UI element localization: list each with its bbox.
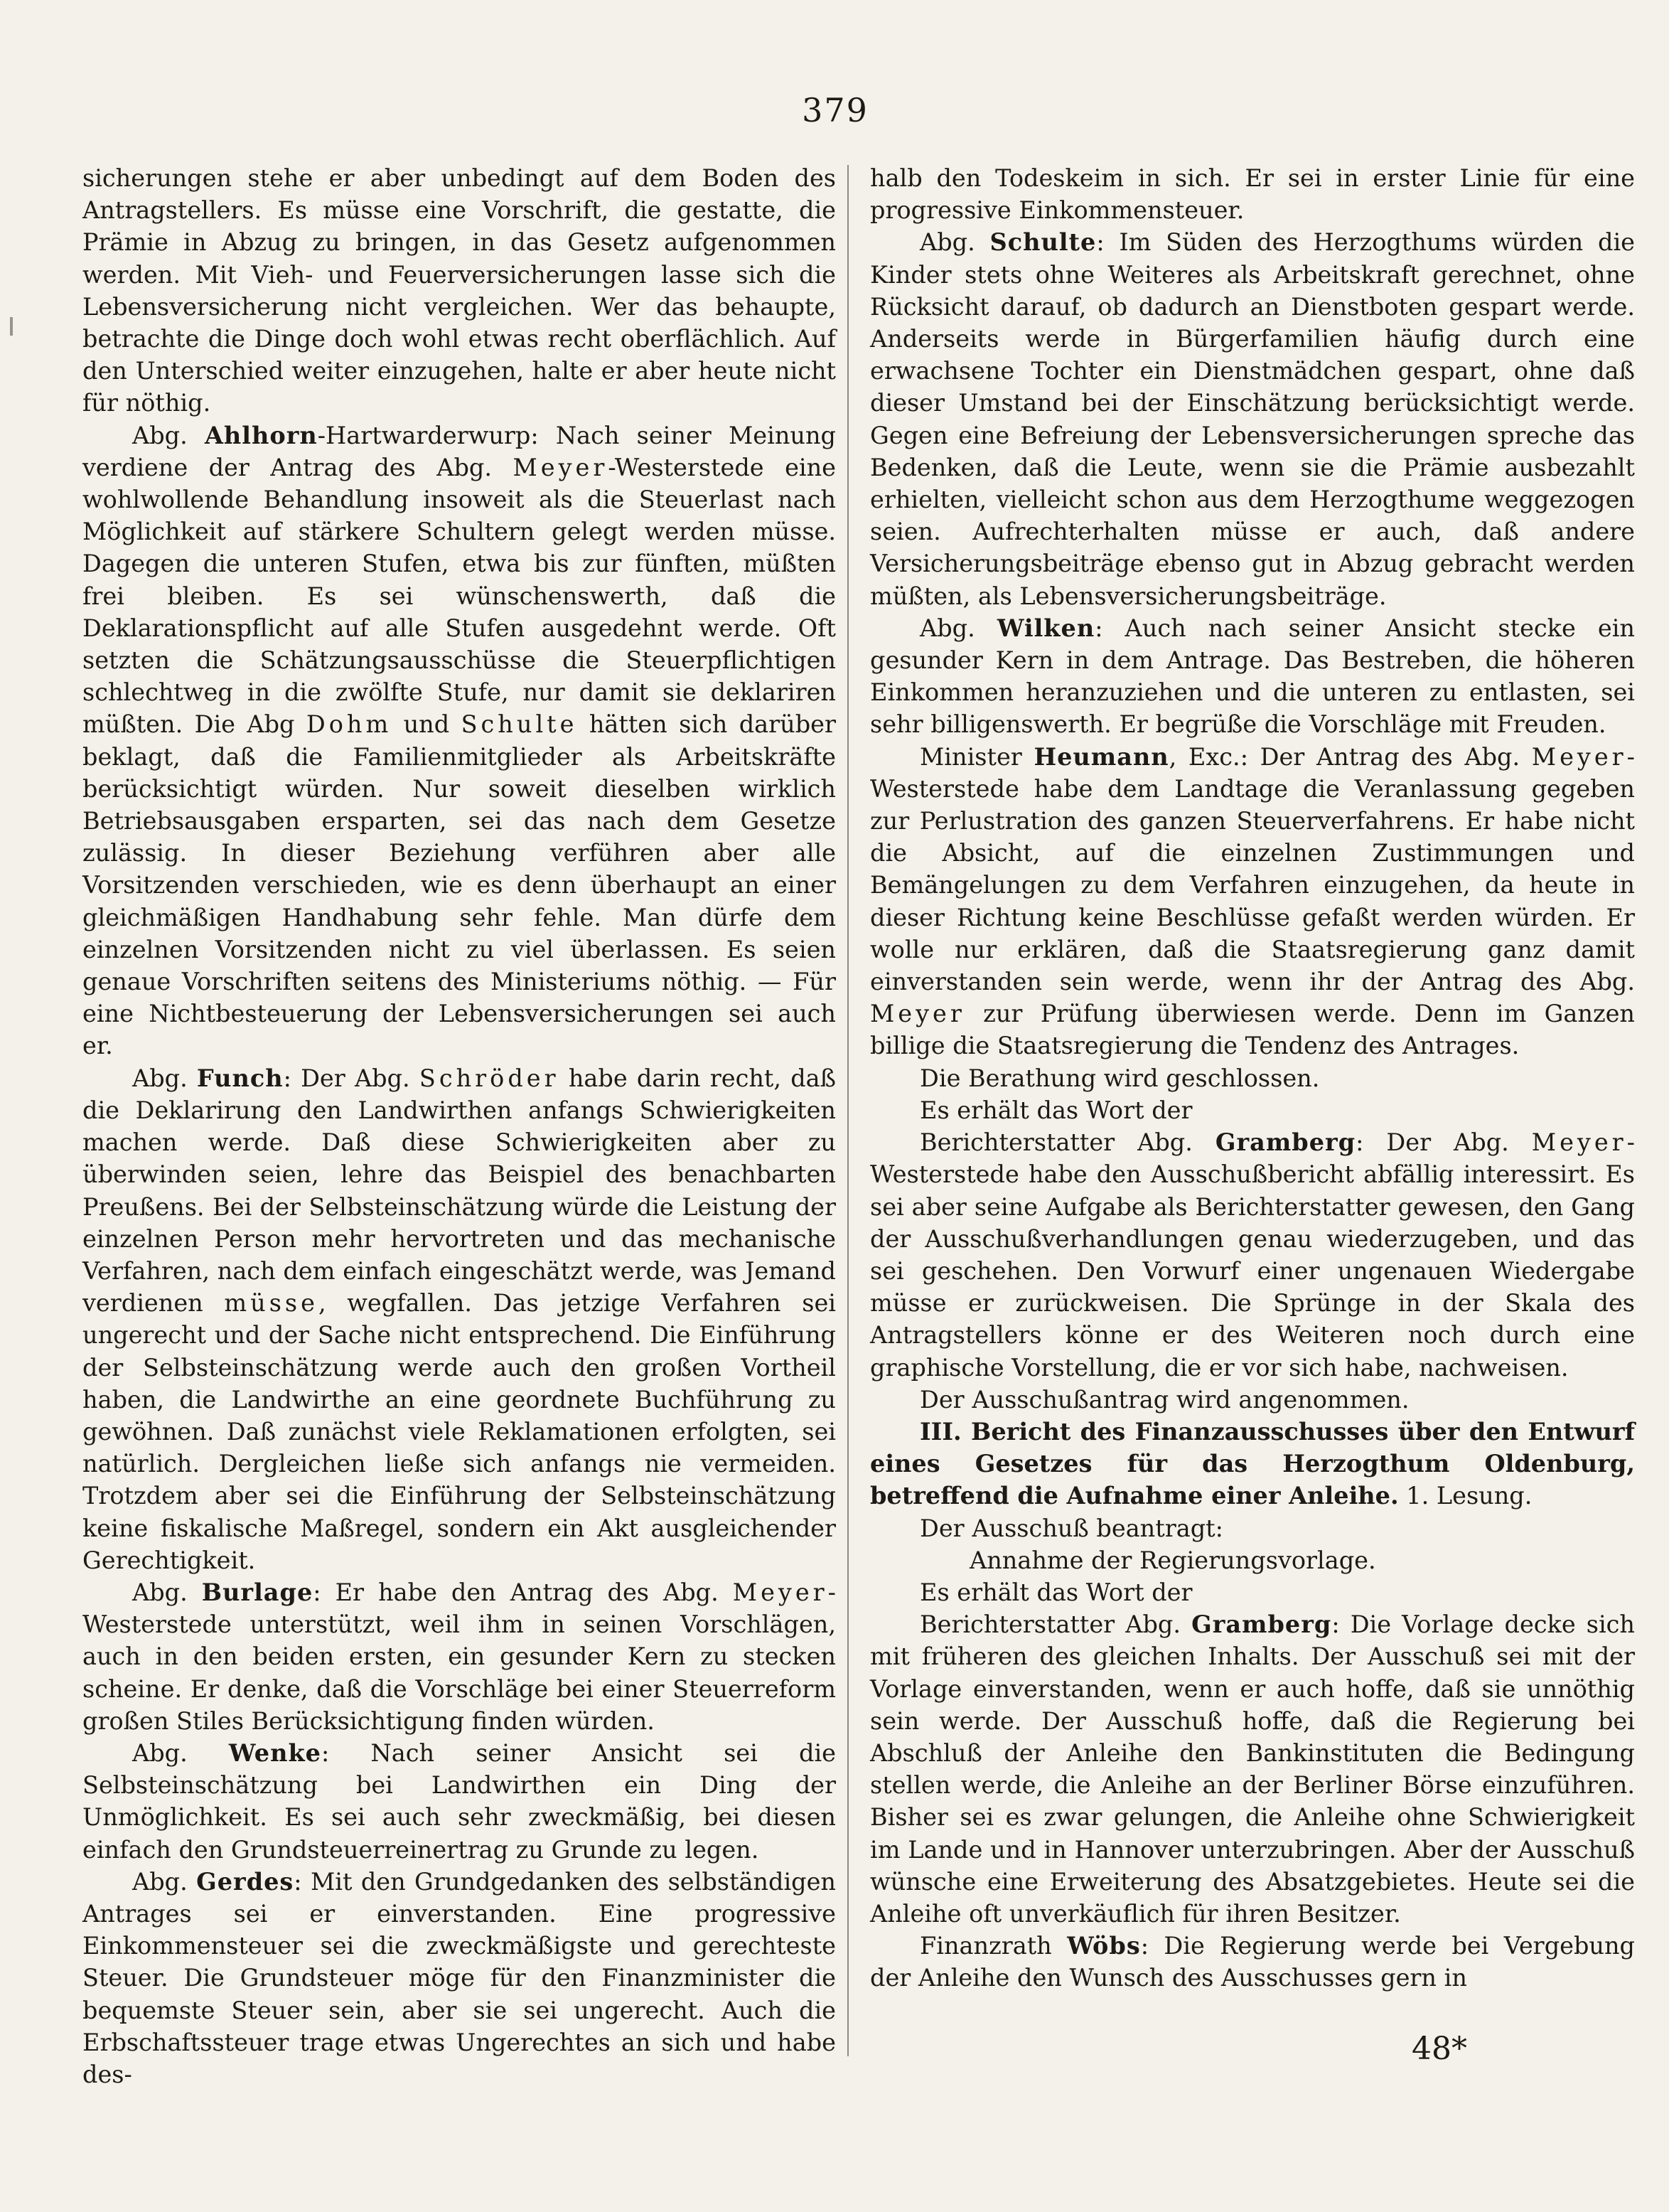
right-paragraph-wort-1: Es erhält das Wort der — [920, 1096, 1193, 1124]
spaced-name: Meyer — [870, 1000, 965, 1028]
speaker-name: Gramberg — [1215, 1128, 1356, 1157]
right-section-heading: III. Bericht des Finanzausschusses über den Entwurf eines Gesetzes für das Herzogthum Oldenburg, betreffend die Aufnahme einer Anleihe. 1. Lesung. — [870, 1417, 1635, 1510]
spaced-name: Schröder — [419, 1064, 559, 1092]
right-paragraph-heumann: Minister Heumann, Exc.: Der Antrag des Abg. Meyer-Westerstede habe dem Landtage die Veranlassung gegeben zur Perlustration des ganzen Steuerverfahrens. Er habe nicht die Absicht, auf die einzelnen Zustimmungen und Bemängelungen zu dem Verfahren einzugehen, da heute in dieser Richtung keine Beschlüsse gefaßt werden würden. Er wolle nur erklären, daß die Staatsregierung ganz damit einverstanden sein werde, wenn ihr der Antrag des Abg. Meyer zur Prüfung überwiesen werde. Denn im Ganzen billige die Staatsregierung die Tendenz des Antrages. — [870, 742, 1635, 1060]
left-paragraph-burlage: Abg. Burlage: Er habe den Antrag des Abg. Meyer-Westerstede unterstützt, weil ihm in seinen Vorschlägen, auch in den beiden ersten, ein gesunder Kern zu stecken scheine. Er denke, daß die Vorschläge bei einer Steuerreform großen Stiles Berücksichtigung finden würden. — [82, 1578, 836, 1735]
speaker-name: Burlage — [201, 1578, 313, 1606]
left-paragraph-funch: Abg. Funch: Der Abg. Schröder habe darin recht, daß die Deklarirung den Landwirthen anfangs Schwierigkeiten machen werde. Daß diese Schwierigkeiten aber zu überwinden seien, lehre das Beispiel des benachbarten Preußens. Bei der Selbsteinschätzung würde die Leistung der einzelnen Person mehr hervortreten und das mechanische Verfahren, nach dem einfach eingeschätzt werde, was Jemand verdienen müsse, wegfallen. Das jetzige Verfahren sei ungerecht und der Sache nicht entsprechend. Die Einführung der Selbsteinschätzung werde auch den großen Vortheil haben, die Landwirthe an eine geordnete Buchführung zu gewöhnen. Daß zunächst viele Reklamationen erfolgten, sei natürlich. Dergleichen ließe sich anfangs nie vermeiden. Trotzdem aber sei die Einführung der Selbsteinschätzung keine fiskalische Maßregel, sondern ein Akt ausgleichender Gerechtigkeit. — [82, 1064, 836, 1574]
speaker-name: Ahlhorn — [204, 421, 318, 449]
right-paragraph-antrag-angenommen: Der Ausschußantrag wird angenommen. — [920, 1385, 1410, 1414]
margin-mark — [10, 317, 13, 336]
spaced-name: Meyer — [512, 453, 608, 481]
speaker-name: Heumann — [1034, 742, 1169, 771]
right-paragraph-1: halb den Todeskeim in sich. Er sei in erster Linie für eine progressive Einkommensteuer. — [870, 164, 1635, 225]
right-paragraph-berathung: Die Berathung wird geschlossen. — [920, 1064, 1320, 1092]
right-paragraph-woebs: Finanzrath Wöbs: Die Regierung werde bei Vergebung der Anleihe den Wunsch des Ausschusses gern in — [870, 1932, 1636, 1992]
speaker-name: Schulte — [989, 228, 1097, 257]
spaced-name: Dohm — [306, 710, 392, 739]
speaker-name: Wenke — [228, 1738, 321, 1767]
right-paragraph-wort-2: Es erhält das Wort der — [920, 1578, 1193, 1606]
left-paragraph-ahlhorn: Abg. Ahlhorn-Hartwarderwurp: Nach seiner Meinung verdiene der Antrag des Abg. Meyer-Westerstede eine wohlwollende Behandlung insoweit als die Steuerlast nach Möglichkeit auf stärkere Schultern gelegt werden müsse. Dagegen die unteren Stufen, etwa bis zur fünften, müßten frei bleiben. Es sei wünschenswerth, daß die Deklarationspflicht auf alle Stufen ausgedehnt werde. Oft setzten die Schätzungsausschüsse die Steuerpflichtigen schlechtweg in die zwölfte Stufe, nur damit sie deklariren müßten. Die Abg Dohm und Schulte hätten sich darüber beklagt, daß die Familienmitglieder als Arbeitskräfte berücksichtigt würden. Nur soweit dieselben wirklich Betriebsausgaben ersparten, sei das nach dem Gesetze zulässig. In dieser Beziehung verführen aber alle Vorsitzenden verschieden, wie es denn überhaupt an einer gleichmäßigen Handhabung sehr fehle. Man dürfe dem einzelnen Vorsitzenden nicht zu viel überlassen. Es seien genaue Vorschriften seitens des Ministeriums nöthig. — Für eine Nichtbesteuerung der Lebensversicherungen sei auch er. — [82, 421, 837, 1060]
spaced-name: Schulte — [461, 710, 578, 739]
spaced-name: Meyer — [1531, 1128, 1627, 1157]
spaced-name: müsse — [224, 1289, 318, 1318]
speaker-name: Gramberg — [1191, 1610, 1332, 1639]
speaker-name: Wöbs — [1067, 1932, 1141, 1960]
right-paragraph-gramberg-2: Berichterstatter Abg. Gramberg: Die Vorlage decke sich mit früheren des gleichen Inhalts. Der Ausschuß sei mit der Vorlage einverstanden, wenn er auch hoffe, daß sie unnöthig sein werde. Der Ausschuß hoffe, daß die Regierung bei Abschluß der Anleihe den Bankinstituten die Bedingung stellen werde, die Anleihe an der Berliner Börse einzuführen. Bisher sei es zwar gelungen, die Anleihe ohne Schwierigkeit im Lande und in Hannover unterzubringen. Aber der Ausschuß wünsche eine Erweiterung des Absatzgebietes. Heute sei die Anleihe oft unverkäuflich für ihren Besitzer. — [870, 1610, 1635, 1928]
page-number: 379 — [802, 91, 869, 129]
speaker-name: Funch — [196, 1064, 284, 1092]
speaker-name: Gerdes — [196, 1867, 294, 1896]
left-paragraph-1: sicherungen stehe er aber unbedingt auf dem Boden des Antragstellers. Es müsse eine Vorschrift, die gestatte, die Prämie in Abzug zu bringen, in das Gesetz aufgenommen werden. Mit Vieh- und Feuerversicherungen lasse sich die Lebensversicherung nicht vergleichen. Wer das behaupte, betrachte die Dinge doch wohl etwas recht oberflächlich. Auf den Unterschied weiter einzugehen, halte er aber heute nicht für nöthig. — [82, 164, 836, 417]
right-paragraph-ausschuss: Der Ausschuß beantragt: — [920, 1514, 1223, 1542]
section-heading: III. Bericht des Finanzausschusses über den Entwurf eines Gesetzes für das Herzogthum Oldenburg, betreffend die Aufnahme einer Anleihe. — [870, 1417, 1635, 1510]
right-paragraph-schulte: Abg. Schulte: Im Süden des Herzogthums würden die Kinder stets ohne Weiteres als Arbeitskraft gerechnet, ohne Rücksicht darauf, ob dadurch an Dienstboten gespart werde. Anderseits werde in Bürgerfamilien häufig durch eine erwachsene Tochter ein Dienstmädchen gespart, ohne daß dieser Umstand bei der Einschätzung berücksichtigt werde. Gegen eine Befreiung der Lebensversicherungen spreche das Bedenken, daß die Leute, wenn sie die Prämie ausbezahlt erhielten, vielleicht schon aus dem Herzogthume weggezogen seien. Aufrechterhalten müsse er auch, daß andere Versicherungsbeiträge ebenso gut in Abzug gebracht werden müßten, als Lebensversicherungsbeiträge. — [870, 228, 1635, 610]
right-paragraph-annahme: Annahme der Regierungsvorlage. — [970, 1546, 1376, 1574]
speaker-name: Wilken — [997, 614, 1095, 642]
spaced-name: Meyer — [732, 1578, 828, 1606]
left-column — [82, 162, 837, 2088]
right-column — [870, 162, 1635, 2068]
right-paragraph-wilken: Abg. Wilken: Auch nach seiner Ansicht stecke ein gesunder Kern in dem Antrage. Das Bestreben, die höheren Einkommen heranzuziehen und die unteren zu entlasten, sei sehr billigenswerth. Er begrüße die Vorschläge mit Freuden. — [870, 614, 1635, 739]
signature-mark: 48* — [1412, 2031, 1467, 2067]
left-paragraph-wenke: Abg. Wenke: Nach seiner Ansicht sei die Selbsteinschätzung bei Landwirthen ein Ding der Unmöglichkeit. Es sei auch sehr zweckmäßig, bei diesen einfach den Grundsteuerreinertrag zu Grunde zu legen. — [82, 1738, 836, 1864]
right-paragraph-gramberg-1: Berichterstatter Abg. Gramberg: Der Abg. Meyer-Westerstede habe den Ausschußbericht abfällig interessirt. Es sei aber seine Aufgabe als Berichterstatter gewesen, den Gang der Ausschußverhandlungen genau wiederzugeben, und das sei geschehen. Den Vorwurf einer ungenauen Wiedergabe müsse er zurückweisen. Die Sprünge in der Skala des Antragstellers könne er des Weiteren noch durch eine graphische Vorstellung, die er vor sich habe, nachweisen. — [870, 1128, 1635, 1382]
left-paragraph-gerdes: Abg. Gerdes: Mit den Grundgedanken des selbständigen Antrages sei er einverstanden. Eine progressive Einkommensteuer sei die zweckmäßigste und gerechteste Steuer. Die Grundsteuer möge für den Finanzminister die bequemste Steuer sein, aber sie sei ungerecht. Auch die Erbschaftssteuer trage etwas Ungerechtes an sich und habe des- — [82, 1867, 836, 2088]
spaced-name: Meyer — [1531, 742, 1627, 771]
column-divider — [847, 165, 849, 2056]
